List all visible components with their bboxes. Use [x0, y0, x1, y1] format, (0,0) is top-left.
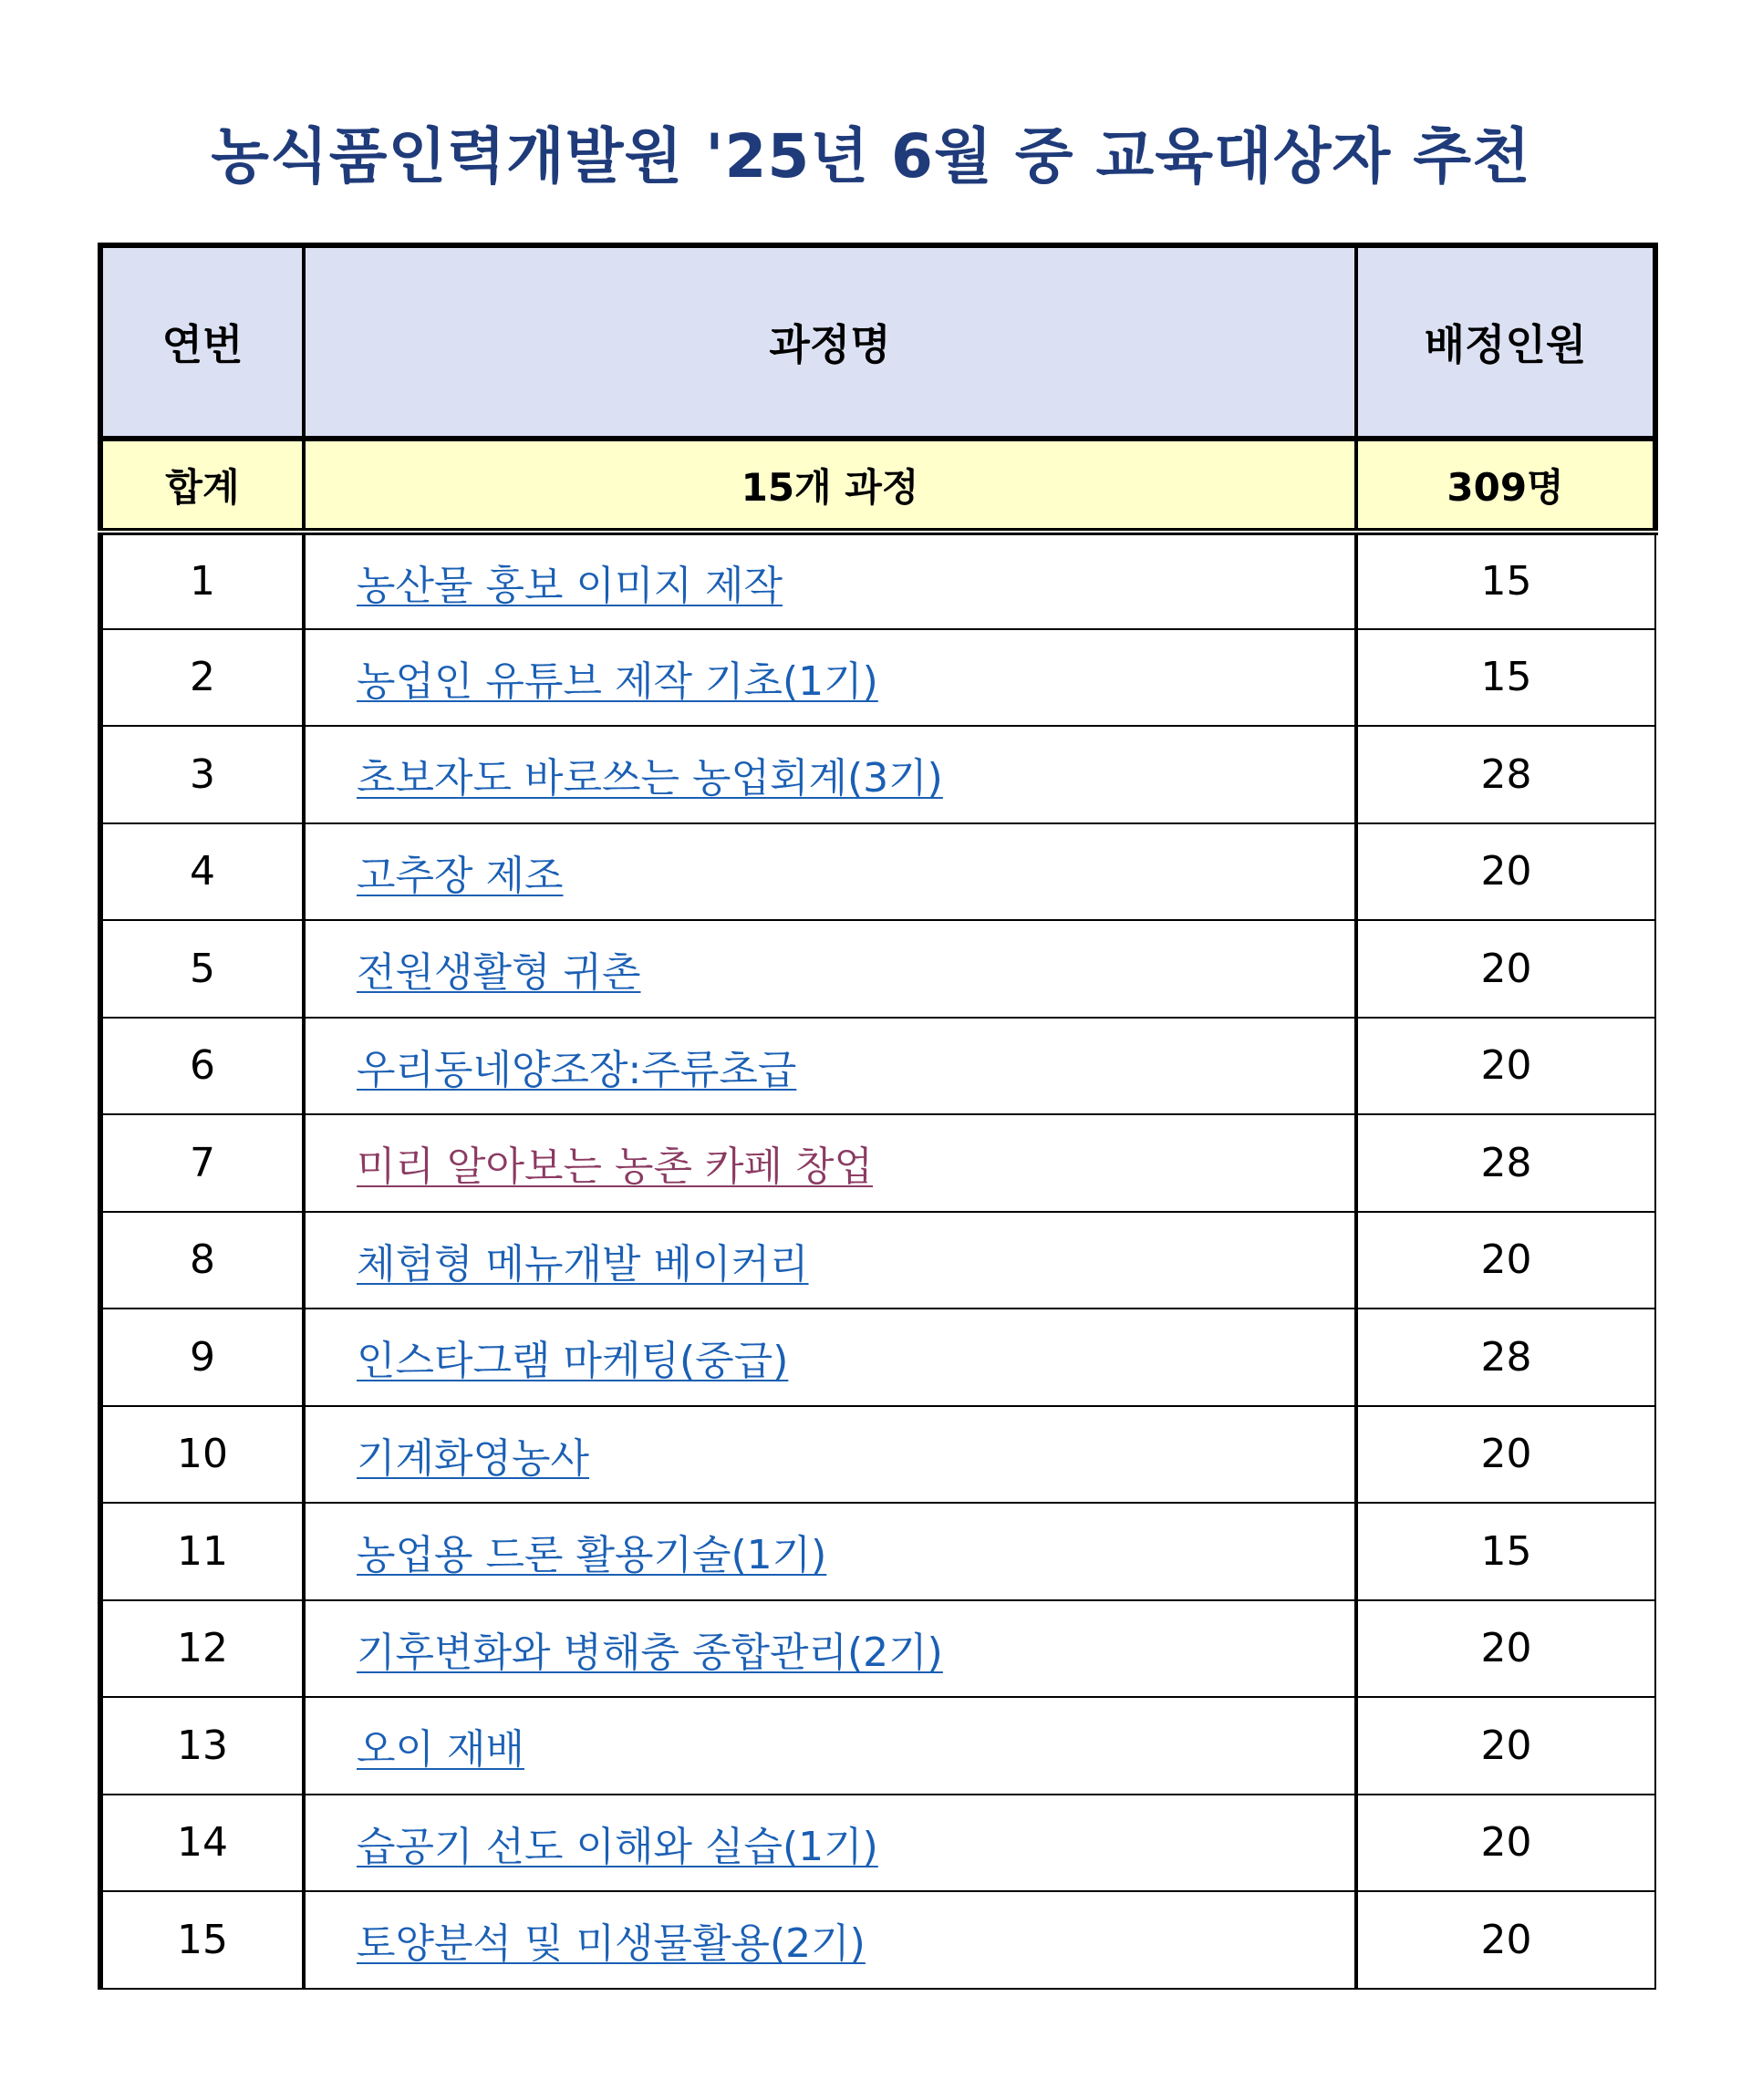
table-row	[100, 1697, 1655, 1795]
row-no: 5	[100, 920, 304, 1018]
row-no: 1	[100, 532, 304, 629]
row-count: 28	[1356, 1309, 1655, 1406]
course-link[interactable]: 고추장 제조	[357, 852, 564, 899]
table-row	[100, 629, 1655, 727]
row-course-cell	[304, 1309, 1356, 1406]
row-course-cell	[304, 1114, 1356, 1212]
total-row	[100, 439, 1655, 532]
row-no: 14	[100, 1795, 304, 1892]
row-count: 20	[1356, 1018, 1655, 1115]
row-no: 11	[100, 1503, 304, 1600]
course-link[interactable]: 전원생활형 귀촌	[357, 949, 641, 997]
total-people: 309명	[1356, 439, 1655, 532]
row-course-cell	[304, 823, 1356, 921]
row-count: 28	[1356, 726, 1655, 823]
table-row	[100, 1795, 1655, 1892]
course-link[interactable]: 습공기 선도 이해와 실습(1기)	[357, 1823, 878, 1870]
total-label: 합계	[100, 439, 304, 532]
row-course-cell	[304, 1503, 1356, 1600]
row-count: 15	[1356, 629, 1655, 727]
row-course-cell	[304, 1600, 1356, 1698]
course-link[interactable]: 초보자도 바로쓰는 농업회계(3기)	[357, 755, 943, 802]
row-course-cell	[304, 1697, 1356, 1795]
header-course-name: 과정명	[304, 245, 1356, 439]
total-courses: 15개 과정	[304, 439, 1356, 532]
row-course-cell	[304, 629, 1356, 727]
row-course-cell	[304, 726, 1356, 823]
row-no: 2	[100, 629, 304, 727]
table-header-row	[100, 245, 1655, 439]
table-row	[100, 532, 1655, 629]
course-link[interactable]: 농업용 드론 활용기술(1기)	[357, 1532, 827, 1579]
course-link[interactable]: 체험형 메뉴개발 베이커리	[357, 1240, 809, 1288]
course-link[interactable]: 오이 재배	[357, 1726, 525, 1774]
row-no: 9	[100, 1309, 304, 1406]
table-row	[100, 1309, 1655, 1406]
row-count: 20	[1356, 920, 1655, 1018]
course-link[interactable]: 우리동네양조장:주류초급	[357, 1046, 797, 1093]
row-count: 20	[1356, 1697, 1655, 1795]
row-count: 20	[1356, 1600, 1655, 1698]
row-no: 4	[100, 823, 304, 921]
row-count: 28	[1356, 1114, 1655, 1212]
table-row	[100, 823, 1655, 921]
course-link[interactable]: 토양분석 및 미생물활용(2기)	[357, 1920, 866, 1968]
table-row	[100, 920, 1655, 1018]
row-no: 6	[100, 1018, 304, 1115]
row-course-cell	[304, 1018, 1356, 1115]
course-link[interactable]: 미리 알아보는 농촌 카페 창업	[357, 1143, 873, 1191]
row-no: 10	[100, 1406, 304, 1504]
table-row	[100, 1018, 1655, 1115]
row-course-cell	[304, 1795, 1356, 1892]
table-row	[100, 1406, 1655, 1504]
row-course-cell	[304, 920, 1356, 1018]
row-count: 20	[1356, 1795, 1655, 1892]
row-no: 8	[100, 1212, 304, 1309]
row-count: 20	[1356, 1212, 1655, 1309]
row-count: 20	[1356, 823, 1655, 921]
row-no: 15	[100, 1891, 304, 1989]
row-count: 15	[1356, 1503, 1655, 1600]
row-course-cell	[304, 1406, 1356, 1504]
course-link[interactable]: 기계화영농사	[357, 1434, 590, 1482]
row-count: 20	[1356, 1891, 1655, 1989]
table-row	[100, 1891, 1655, 1989]
table-row	[100, 1503, 1655, 1600]
course-link[interactable]: 농업인 유튜브 제작 기초(1기)	[357, 657, 878, 705]
table-row	[100, 1600, 1655, 1698]
row-course-cell	[304, 532, 1356, 629]
row-course-cell	[304, 1891, 1356, 1989]
row-no: 12	[100, 1600, 304, 1698]
row-no: 3	[100, 726, 304, 823]
course-table	[98, 243, 1658, 1990]
row-count: 15	[1356, 532, 1655, 629]
page-title: 농식품인력개발원 '25년 6월 중 교육대상자 추천	[211, 121, 1531, 191]
header-no: 연번	[100, 245, 304, 439]
header-assigned-count: 배정인원	[1356, 245, 1655, 439]
course-link[interactable]: 기후변화와 병해충 종합관리(2기)	[357, 1629, 943, 1676]
course-link[interactable]: 농산물 홍보 이미지 제작	[357, 562, 783, 609]
row-no: 7	[100, 1114, 304, 1212]
table-row	[100, 1114, 1655, 1212]
row-course-cell	[304, 1212, 1356, 1309]
table-row	[100, 726, 1655, 823]
row-no: 13	[100, 1697, 304, 1795]
row-count: 20	[1356, 1406, 1655, 1504]
course-link[interactable]: 인스타그램 마케팅(중급)	[357, 1338, 789, 1385]
table-row	[100, 1212, 1655, 1309]
